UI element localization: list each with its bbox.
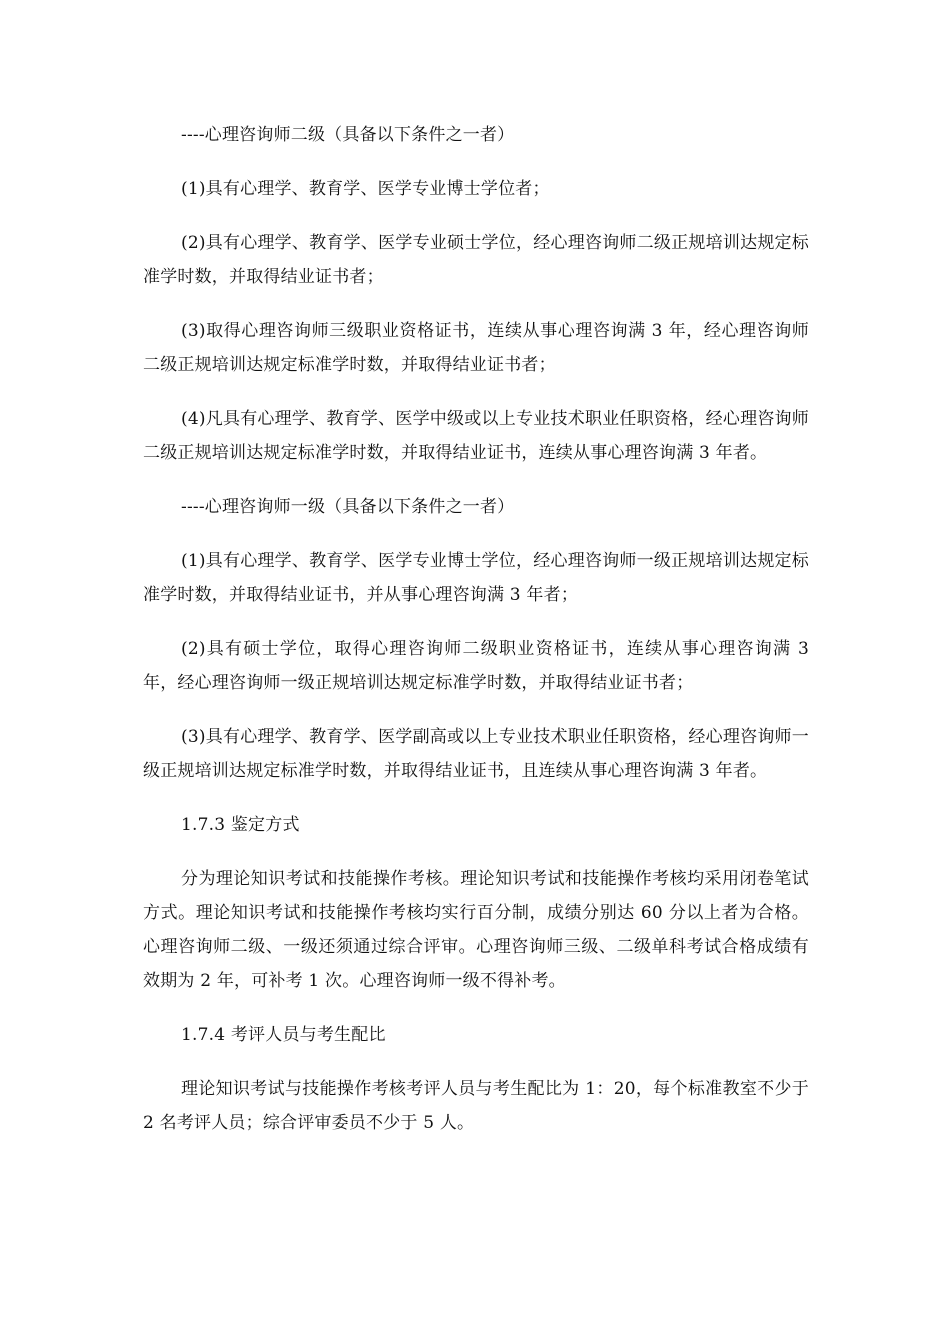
body-paragraph: 分为理论知识考试和技能操作考核。理论知识考试和技能操作考核均采用闭卷笔试方式。理论知识考试和技能操作考核均实行百分制，成绩分别达 60 分以上者为合格。心理咨询师二级、一级还须通过综合评审。心理咨询师三级、二级单科考试合格成绩有效期为 2 年，可补考 1 次。心理咨询师一级不得补考。 bbox=[143, 869, 809, 991]
condition-item: (1)具有心理学、教育学、医学专业博士学位，经心理咨询师一级正规培训达规定标准学时数，并取得结业证书，并从事心理咨询满 3 年者； bbox=[143, 551, 809, 605]
condition-item: (4)凡具有心理学、教育学、医学中级或以上专业技术职业任职资格，经心理咨询师二级正规培训达规定标准学时数，并取得结业证书，连续从事心理咨询满 3 年者。 bbox=[143, 409, 809, 463]
subsection-heading-examiner-ratio: 1.7.4 考评人员与考生配比 bbox=[181, 1025, 386, 1045]
document-page bbox=[143, 118, 809, 1140]
condition-item: (3)具有心理学、教育学、医学副高或以上专业技术职业任职资格，经心理咨询师一级正规培训达规定标准学时数，并取得结业证书，且连续从事心理咨询满 3 年者。 bbox=[143, 727, 809, 781]
condition-item: (3)取得心理咨询师三级职业资格证书，连续从事心理咨询满 3 年，经心理咨询师二级正规培训达规定标准学时数，并取得结业证书者； bbox=[143, 321, 809, 375]
subsection-heading-assessment-method: 1.7.3 鉴定方式 bbox=[181, 815, 300, 835]
section-heading-level-1: ----心理咨询师一级（具备以下条件之一者） bbox=[181, 497, 515, 517]
body-paragraph: 理论知识考试与技能操作考核考评人员与考生配比为 1：20，每个标准教室不少于 2 名考评人员；综合评审委员不少于 5 人。 bbox=[143, 1079, 809, 1133]
condition-item: (2)具有硕士学位，取得心理咨询师二级职业资格证书，连续从事心理咨询满 3 年，经心理咨询师一级正规培训达规定标准学时数，并取得结业证书者； bbox=[143, 639, 809, 693]
condition-item: (2)具有心理学、教育学、医学专业硕士学位，经心理咨询师二级正规培训达规定标准学时数，并取得结业证书者； bbox=[143, 233, 809, 287]
condition-item: (1)具有心理学、教育学、医学专业博士学位者； bbox=[181, 179, 550, 199]
section-heading-level-2: ----心理咨询师二级（具备以下条件之一者） bbox=[181, 125, 515, 145]
